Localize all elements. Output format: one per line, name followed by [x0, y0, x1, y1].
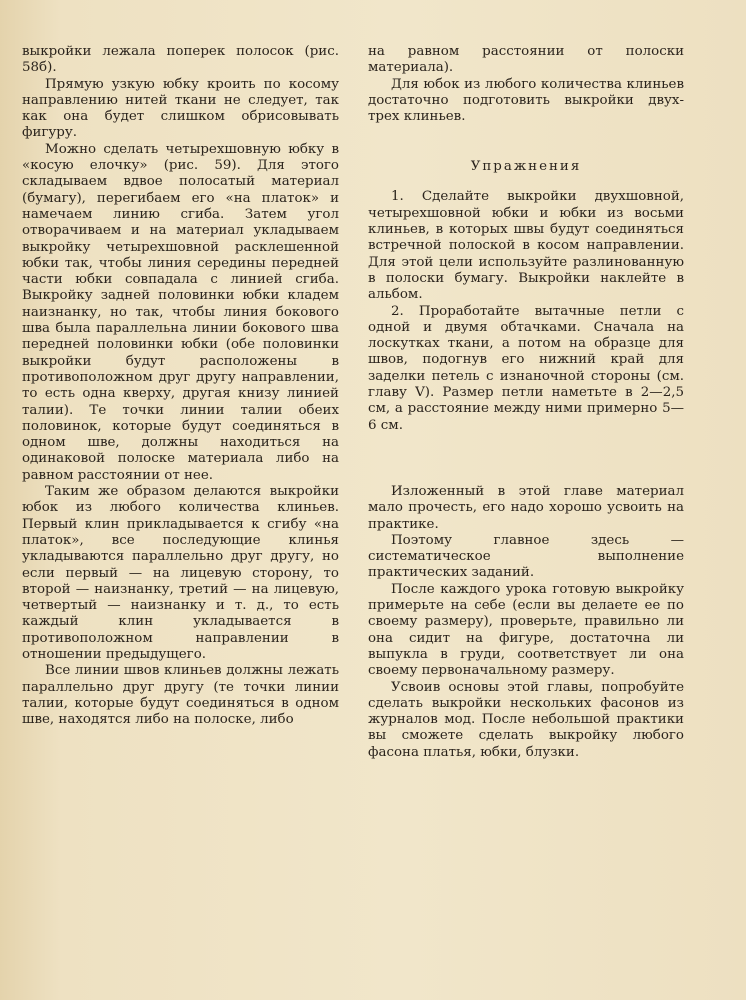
exercise-item: 1. Сделайте выкройки двухшовной, четырехшовной юбки и юбки из восьми клиньев, в которых швы будут соединяться встречной полоской в косом направлении. Для этой цели используйте разлинованную в полоски бумагу. Выкройки наклейте в альбом.: [368, 189, 684, 303]
paragraph: После каждого урока готовую выкройку примерьте на себе (если вы делаете ее по своему размеру), проверьте, правильно ли она сидит на фигуре, достаточна ли выпукла в груди, соответствует ли она своему первоначальному размеру.: [368, 581, 684, 679]
paragraph: Прямую узкую юбку кроить по косому направлению нитей ткани не следует, так как она будет слишком обрисовывать фигуру.: [22, 76, 339, 141]
right-column: [368, 44, 684, 761]
paragraph: Таким же образом делаются выкройки юбок из любого количества клиньев. Первый клин прикладывается к сгибу «на платок», все последующие клинья укладываются параллельно друг другу, но если первый — на лицевую сторону, то второй — наизнанку, третий — на лицевую, четвертый — наизнанку и т. д., то есть каждый клин укладывается в противоположном направлении в отношении предыдущего.: [22, 484, 339, 662]
exercises-heading: Упражнения: [470, 159, 582, 175]
left-column: [22, 44, 339, 728]
paragraph: на равном расстоянии от полоски материала).: [368, 44, 684, 76]
paragraph: выкройки лежала поперек полосок (рис. 58б).: [22, 44, 339, 76]
paragraph: Усвоив основы этой главы, попробуйте сделать выкройки нескольких фасонов из журналов мод. После небольшой практики вы сможете сделать выкройку любого фасона платья, юбки, блузки.: [368, 679, 684, 760]
exercise-item: 2. Проработайте вытачные петли с одной и двумя обтачками. Сначала на лоскутках ткани, а потом на образце для швов, подогнув его нижний край для заделки петель с изнаночной стороны (см. главу V). Размер петли наметьте в 2—2,5 см, а расстояние между ними примерно 5—6 см.: [368, 303, 684, 433]
paragraph: Изложенный в этой главе материал мало прочесть, его надо хорошо усвоить на практике.: [368, 483, 684, 532]
paragraph: Для юбок из любого количества клиньев достаточно подготовить выкройки двух-трех клиньев.: [368, 76, 684, 125]
paragraph: Можно сделать четырехшовную юбку в «косую елочку» (рис. 59). Для этого складываем вдвое полосатый материал (бумагу), перегибаем его «на платок» и намечаем линию сгиба. Затем угол отворачиваем и на материал укладываем выкройку четырехшовной расклешенной юбки так, чтобы линия середины передней части юбки совпадала с линией сгиба. Выкройку задней половинки юбки кладем наизнанку, но так, чтобы линия бокового шва была параллельна линии бокового шва передней половинки юбки (обе половинки выкройки будут расположены в противоположном друг другу направлении, то есть одна кверху, другая книзу линией талии). Те точки линии талии обеих половинок, которые будут соединяться в одном шве, должны находиться на одинаковой полоске материала либо на равном расстоянии от нее.: [22, 141, 339, 483]
spacer: [368, 434, 684, 484]
paragraph: Поэтому главное здесь — систематическое выполнение практических заданий.: [368, 532, 684, 581]
paragraph: Все линии швов клиньев должны лежать параллельно друг другу (те точки линии талии, которые будут соединяться в одном шве, находятся либо на полоске, либо: [22, 663, 339, 728]
